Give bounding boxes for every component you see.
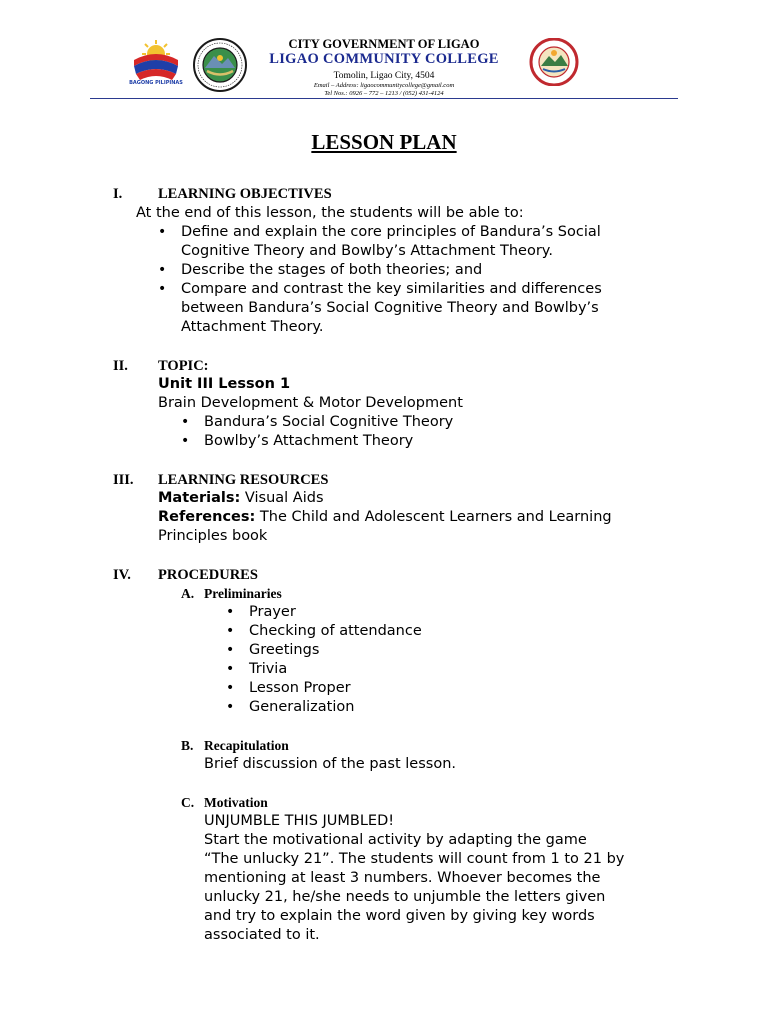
preliminary-item: Trivia <box>249 661 288 677</box>
motivation-line: Start the motivational activity by adapting the game <box>204 832 587 848</box>
preliminary-item: Prayer <box>249 604 296 620</box>
materials-value: Visual Aids <box>244 490 324 506</box>
objective-item: Describe the stages of both theories; and <box>181 262 483 278</box>
motivation-line: “The unlucky 21”. The students will count from 1 to 21 by <box>204 851 625 867</box>
motivation-line: mentioning at least 3 numbers. Whoever becomes the <box>204 870 601 886</box>
preliminary-item: Greetings <box>249 642 320 658</box>
section-number: I. <box>113 186 123 202</box>
section-number: II. <box>113 358 128 374</box>
page-title: LESSON PLAN <box>311 130 457 154</box>
preliminary-item: Generalization <box>249 699 355 715</box>
objective-item-continued: Attachment Theory. <box>181 319 324 335</box>
bullet-icon: • <box>226 680 235 696</box>
topic-item: Bandura’s Social Cognitive Theory <box>204 414 454 430</box>
references-line <box>158 508 612 527</box>
header-divider <box>90 98 678 99</box>
section-title-resources: LEARNING RESOURCES <box>158 472 329 488</box>
references-value: The Child and Adolescent Learners and Learning <box>259 509 612 525</box>
bullet-icon: • <box>226 604 235 620</box>
bullet-icon: • <box>158 224 167 240</box>
section-number: III. <box>113 472 134 488</box>
preliminary-item: Lesson Proper <box>249 680 351 696</box>
motivation-line: and try to explain the word given by giving key words <box>204 908 595 924</box>
recapitulation-text: Brief discussion of the past lesson. <box>204 756 456 772</box>
bullet-icon: • <box>158 262 167 278</box>
city-government-name: CITY GOVERNMENT OF LIGAO <box>288 37 480 51</box>
bullet-icon: • <box>226 642 235 658</box>
subsection-title-recapitulation: Recapitulation <box>204 738 289 753</box>
subsection-title-preliminaries: Preliminaries <box>204 586 282 601</box>
bullet-icon: • <box>181 414 190 430</box>
objective-item-continued: Cognitive Theory and Bowlby’s Attachment Theory. <box>181 243 553 259</box>
objective-item-continued: between Bandura’s Social Cognitive Theory and Bowlby’s <box>181 300 599 316</box>
subsection-letter: C. <box>181 795 195 810</box>
college-seal <box>528 38 580 86</box>
topic-subject: Brain Development & Motor Development <box>158 395 463 411</box>
college-name: LIGAO COMMUNITY COLLEGE <box>269 51 499 67</box>
section-title-topic: TOPIC: <box>158 358 209 374</box>
section-title-procedures: PROCEDURES <box>158 567 258 583</box>
subsection-letter: B. <box>181 738 194 753</box>
references-value-continued: Principles book <box>158 528 268 544</box>
motivation-line: UNJUMBLE THIS JUMBLED! <box>204 813 395 829</box>
college-telephone: Tel Nos.: 0926 – 772 – 1213 / (052) 431-4124 <box>324 90 444 97</box>
references-label: References: <box>158 509 256 525</box>
bullet-icon: • <box>226 623 235 639</box>
bagong-pilipinas-logo <box>128 38 184 88</box>
college-address: Tomolin, Ligao City, 4504 <box>333 71 435 81</box>
subsection-title-motivation: Motivation <box>204 795 268 810</box>
letterhead-text <box>220 37 548 98</box>
preliminary-item: Checking of attendance <box>249 623 422 639</box>
objectives-intro: At the end of this lesson, the students will be able to: <box>136 205 524 221</box>
objective-item: Define and explain the core principles of Bandura’s Social <box>181 224 601 240</box>
bullet-icon: • <box>158 281 167 297</box>
section-title-objectives: LEARNING OBJECTIVES <box>158 186 332 202</box>
bullet-icon: • <box>226 699 235 715</box>
letterhead <box>0 0 768 100</box>
motivation-line: unlucky 21, he/she needs to unjumble the letters given <box>204 889 606 905</box>
bagong-pilipinas-caption: BAGONG PILIPINAS <box>129 80 183 86</box>
materials-label: Materials: <box>158 490 241 506</box>
college-email: Email – Address: ligaocommunitycollege@gmail.com <box>313 82 455 89</box>
section-number: IV. <box>113 567 131 583</box>
motivation-line: associated to it. <box>204 927 320 943</box>
materials-line <box>158 489 324 508</box>
bullet-icon: • <box>226 661 235 677</box>
topic-unit: Unit III Lesson 1 <box>158 376 291 392</box>
subsection-letter: A. <box>181 586 195 601</box>
objective-item: Compare and contrast the key similarities and differences <box>181 281 602 297</box>
topic-item: Bowlby’s Attachment Theory <box>204 433 414 449</box>
bullet-icon: • <box>181 433 190 449</box>
